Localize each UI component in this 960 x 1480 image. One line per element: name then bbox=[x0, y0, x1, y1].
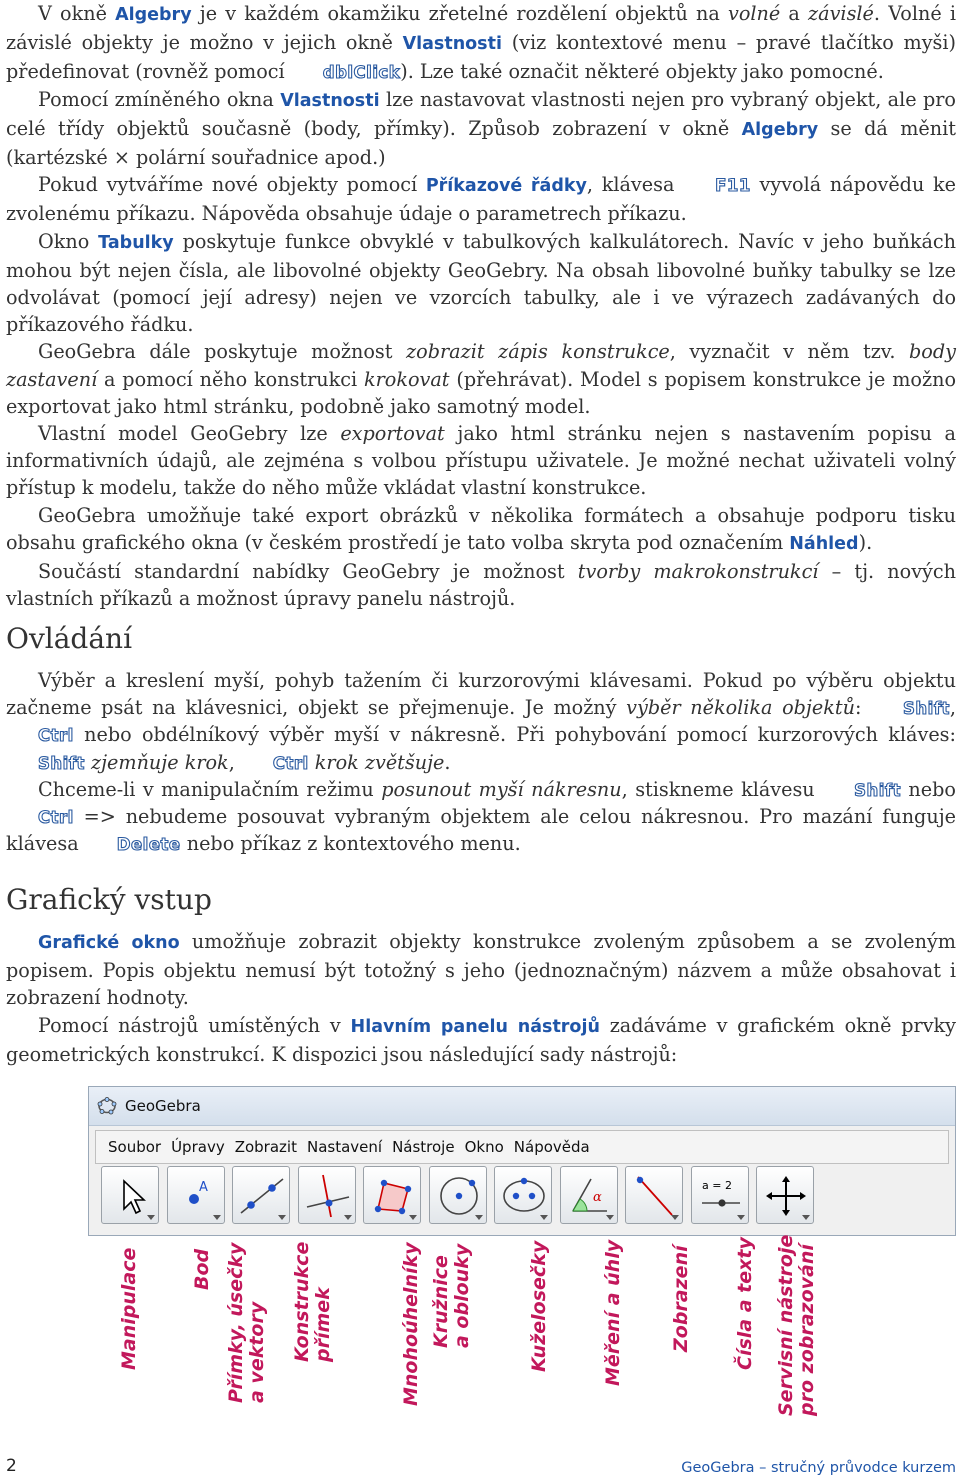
key-dblclick: dblClick bbox=[322, 63, 401, 83]
menu-okno[interactable]: Okno bbox=[464, 1138, 504, 1156]
tool-ellipse[interactable] bbox=[494, 1166, 552, 1224]
label-mnohouhelniky: Mnohoúhelníky bbox=[400, 1242, 422, 1406]
menu-nastaveni[interactable]: Nastavení bbox=[306, 1138, 383, 1156]
body-text-graficky bbox=[6, 928, 956, 1068]
key-f11: F11 bbox=[715, 176, 751, 196]
key-ctrl: Ctrl bbox=[38, 726, 74, 746]
svg-text:α: α bbox=[592, 1190, 602, 1205]
term-prikazove-radky: Příkazové řádky bbox=[425, 176, 587, 197]
key-shift-2: Shift bbox=[38, 753, 85, 773]
label-konstrukce-primek: Konstrukce přímek bbox=[291, 1241, 334, 1362]
paragraph-posun-nakresny: Chceme-li v manipulačním režimu posunout myší nákresnu, stiskneme klávesu Shift nebo Ctrl => nebudeme posouvat vybraným objektem ale celou nákresnou. Pro mazání funguje klávesa Delete nebo příkaz z kontextového menu. bbox=[6, 777, 956, 856]
body-text-top bbox=[6, 0, 956, 612]
term-hlavni-panel: Hlavním panelu nástrojů bbox=[350, 1016, 600, 1037]
tool-perpendicular[interactable] bbox=[298, 1166, 356, 1224]
label-cisla-texty: Čísla a texty bbox=[734, 1237, 756, 1370]
tool-angle[interactable] bbox=[560, 1166, 618, 1224]
term-nahled: Náhled bbox=[789, 533, 859, 554]
label-primky: Přímky, úsečky a vektory bbox=[225, 1242, 268, 1403]
geogebra-logo-icon bbox=[97, 1096, 117, 1116]
label-servisni: Servisní nástroje pro zobrazování bbox=[775, 1234, 818, 1416]
label-mereni: Měření a úhly bbox=[602, 1239, 624, 1386]
key-shift-3: Shift bbox=[854, 780, 901, 800]
tool-bar bbox=[101, 1166, 822, 1224]
term-vlastnosti-2: Vlastnosti bbox=[280, 90, 380, 111]
tool-labels bbox=[0, 1234, 960, 1420]
key-shift: Shift bbox=[903, 699, 950, 719]
term-graficke-okno: Grafické okno bbox=[38, 933, 180, 953]
term-tabulky: Tabulky bbox=[98, 232, 174, 253]
paragraph-vlastnosti: Pomocí zmíněného okna Vlastnosti lze nastavovat vlastnosti nejen pro vybraný objekt, ale pro celé třídy objektů současně (body, přímky). Způsob zobrazení v okně Algebry se dá měnit (kartézské × polární souřadnice apod.) bbox=[6, 87, 956, 170]
label-kuzelosecky: Kuželosečky bbox=[528, 1240, 550, 1372]
menu-napoveda[interactable]: Nápověda bbox=[513, 1138, 590, 1156]
heading-graficky-vstup: Grafický vstup bbox=[6, 883, 212, 916]
menu-soubor[interactable]: Soubor bbox=[108, 1138, 162, 1156]
menu-upravy[interactable]: Úpravy bbox=[171, 1138, 225, 1156]
tool-reflect[interactable] bbox=[625, 1166, 683, 1224]
paragraph-algebra: V okně Algebry je v každém okamžiku zřetelné rozdělení objektů na volné a závislé. Volné i závislé objekty je možno v jejich okně Vlastnosti (viz kontextové menu – pravé tlačítko myši) předefinovat (rovněž pomocí dblClick). Lze také označit některé objekty jako pomocné. bbox=[6, 2, 957, 84]
term-algebry-2: Algebry bbox=[741, 119, 819, 140]
running-title: GeoGebra – stručný průvodce kurzem bbox=[681, 1460, 956, 1476]
menu-nastroje[interactable]: Nástroje bbox=[392, 1138, 455, 1156]
tool-line[interactable] bbox=[232, 1166, 290, 1224]
paragraph-export-html: Vlastní model GeoGebry lze exportovat jako html stránku nejen s nastavením popisu a informativních údajů, ale zejména s volbou přístupu uživatele. Je možné nechat uživateli volný přístup k modelu, takže do něho může vkládat vlastní konstrukce. bbox=[6, 422, 956, 500]
term-algebry: Algebry bbox=[115, 5, 192, 25]
tool-move-view[interactable] bbox=[756, 1166, 814, 1224]
tool-point[interactable] bbox=[167, 1166, 225, 1224]
window-title: GeoGebra bbox=[125, 1097, 201, 1115]
menu-bar bbox=[95, 1130, 949, 1164]
paragraph-tabulky: Okno Tabulky poskytuje funkce obvyklé v tabulkových kalkulátorech. Navíc v jeho buňkách mohou být nejen čísla, ale libovolné objekty GeoGebry. Na obsah libovolné buňky tabulky se lze odvolávat (pomocí její adresy) nejen ve vzorcích tabulky, ale i ve výrazech zadávaných do příkazového řádku. bbox=[6, 229, 956, 337]
tool-move[interactable] bbox=[101, 1166, 159, 1224]
tool-circle[interactable] bbox=[429, 1166, 487, 1224]
paragraph-export-obrazku: GeoGebra umožňuje také export obrázků v několika formátech a obsahuje podporu tisku obsahu grafického okna (v českém prostředí je tato volba skryta pod označením Náhled). bbox=[6, 503, 956, 554]
heading-ovladani: Ovládání bbox=[6, 622, 133, 655]
page-number: 2 bbox=[6, 1456, 17, 1476]
key-ctrl-3: Ctrl bbox=[38, 808, 74, 828]
slider-label: a = 2 bbox=[701, 1179, 732, 1192]
label-kruznice: Kružnice a oblouky bbox=[430, 1243, 473, 1348]
label-zobrazeni: Zobrazení bbox=[670, 1245, 692, 1352]
key-delete: Delete bbox=[116, 835, 181, 855]
svg-text:A: A bbox=[198, 1180, 208, 1195]
paragraph-makrokonstrukce: Součástí standardní nabídky GeoGebry je možnost tvorby makrokonstrukcí – tj. nových vlastních příkazů a možnost úpravy panelu nástrojů. bbox=[6, 560, 956, 611]
paragraph-prikazova-radka: Pokud vytváříme nové objekty pomocí Příkazové řádky, klávesa F11 vyvolá nápovědu ke zvolenému příkazu. Nápověda obsahuje údaje o parametrech příkazu. bbox=[6, 173, 956, 226]
paragraph-zapis-konstrukce: GeoGebra dále poskytuje možnost zobrazit zápis konstrukce, vyznačit v něm tzv. body zastavení a pomocí něho konstrukci krokovat (přehrávat). Model s popisem konstrukce je možno exportovat jako html stránku, podobně jako samotný model. bbox=[6, 340, 956, 418]
paragraph-vyber: Výběr a kreslení myší, pohyb tažením či kurzorovými klávesami. Pokud po výběru objektu začneme psát na klávesnici, objekt se přejmenuje. Je možný výběr několika objektů: Shift, Ctrl nebo obdélníkový výběr myší v nákresně. Při pohybování pomocí kurzorových kláves: Shift zjemňuje krok, Ctrl krok zvětšuje. bbox=[6, 669, 956, 774]
geogebra-window bbox=[88, 1086, 956, 1236]
term-vlastnosti: Vlastnosti bbox=[402, 34, 502, 55]
key-ctrl-2: Ctrl bbox=[272, 753, 309, 773]
paragraph-panel-nastroju: Pomocí nástrojů umístěných v Hlavním panelu nástrojů zadáváme v grafickém okně prvky geometrických konstrukcí. K dispozici jsou následující sady nástrojů: bbox=[6, 1013, 956, 1066]
label-manipulace: Manipulace bbox=[118, 1247, 140, 1370]
menu-zobrazit[interactable]: Zobrazit bbox=[234, 1138, 297, 1156]
label-bod: Bod bbox=[191, 1248, 213, 1290]
tool-slider[interactable] bbox=[691, 1166, 749, 1224]
body-text-ovladani bbox=[6, 667, 956, 857]
tool-polygon[interactable] bbox=[363, 1166, 421, 1224]
paragraph-graficke-okno: Grafické okno umožňuje zobrazit objekty konstrukce zvoleným způsobem a se zvoleným popisem. Popis objektu nemusí být totožný s jeho (jednoznačným) názvem a může obsahovat i zobrazení hodnoty. bbox=[6, 930, 956, 1010]
window-titlebar[interactable] bbox=[89, 1087, 955, 1126]
